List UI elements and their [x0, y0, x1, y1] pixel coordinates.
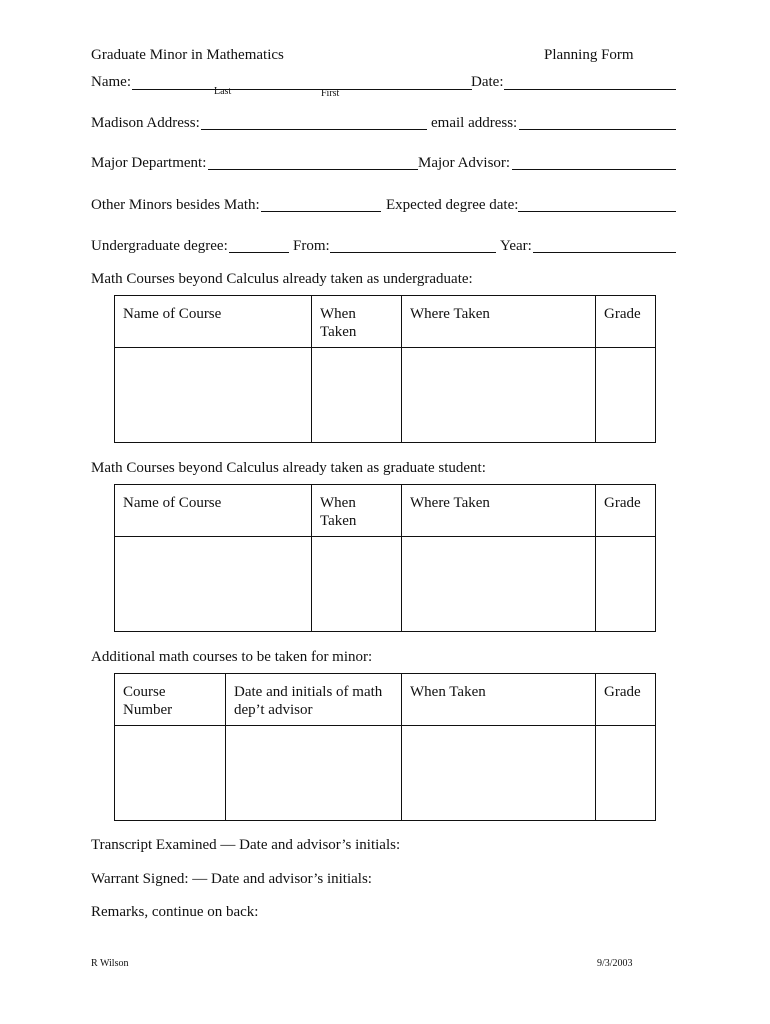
col-course-number: Course Number	[115, 674, 226, 726]
email-label: email address:	[431, 115, 518, 131]
additional-courses-table	[114, 673, 656, 821]
expected-degree-field[interactable]	[518, 211, 676, 212]
date-label: Date:	[471, 74, 504, 90]
cell-when-taken[interactable]	[312, 537, 402, 632]
footer-date: 9/3/2003	[597, 958, 633, 969]
other-minors-field[interactable]	[261, 211, 381, 212]
cell-grade[interactable]	[596, 348, 656, 443]
madison-address-label: Madison Address:	[91, 115, 200, 131]
first-caption: First	[321, 88, 340, 99]
last-caption: Last	[214, 86, 232, 97]
major-department-field[interactable]	[208, 169, 418, 170]
remarks: Remarks, continue on back:	[91, 904, 259, 920]
additional-heading: Additional math courses to be taken for minor:	[91, 649, 373, 665]
cell-grade[interactable]	[596, 537, 656, 632]
from-field[interactable]	[330, 252, 496, 253]
name-field[interactable]	[132, 89, 472, 90]
footer-author: R Wilson	[91, 958, 129, 969]
cell-date-initials[interactable]	[226, 726, 402, 821]
major-advisor-field[interactable]	[512, 169, 676, 170]
form-title: Graduate Minor in Mathematics	[91, 47, 284, 63]
col-when-taken: When Taken	[312, 296, 402, 348]
name-label: Name:	[91, 74, 131, 90]
cell-name-of-course[interactable]	[115, 537, 312, 632]
major-department-label: Major Department:	[91, 155, 207, 171]
cell-where-taken[interactable]	[402, 537, 596, 632]
transcript-examined: Transcript Examined — Date and advisor’s initials:	[91, 837, 401, 853]
cell-course-number[interactable]	[115, 726, 226, 821]
undergrad-heading: Math Courses beyond Calculus already taken as undergraduate:	[91, 271, 473, 287]
col-when-taken: When Taken	[312, 485, 402, 537]
other-minors-label: Other Minors besides Math:	[91, 197, 260, 213]
email-field[interactable]	[519, 129, 676, 130]
col-grade: Grade	[596, 485, 656, 537]
col-where-taken: Where Taken	[402, 485, 596, 537]
cell-where-taken[interactable]	[402, 348, 596, 443]
madison-address-field[interactable]	[201, 129, 427, 130]
col-name-of-course: Name of Course	[115, 296, 312, 348]
date-field[interactable]	[504, 89, 676, 90]
undergrad-degree-label: Undergraduate degree:	[91, 238, 228, 254]
col-date-initials: Date and initials of math dep’t advisor	[226, 674, 402, 726]
col-grade: Grade	[596, 296, 656, 348]
undergrad-courses-table	[114, 295, 656, 443]
from-label: From:	[293, 238, 330, 254]
major-advisor-label: Major Advisor:	[418, 155, 511, 171]
year-field[interactable]	[533, 252, 676, 253]
form-subtitle: Planning Form	[544, 47, 634, 63]
col-where-taken: Where Taken	[402, 296, 596, 348]
col-grade: Grade	[596, 674, 656, 726]
undergrad-degree-field[interactable]	[229, 252, 289, 253]
cell-when-taken[interactable]	[402, 726, 596, 821]
col-when-taken: When Taken	[402, 674, 596, 726]
year-label: Year:	[500, 238, 532, 254]
cell-when-taken[interactable]	[312, 348, 402, 443]
warrant-signed: Warrant Signed: — Date and advisor’s initials:	[91, 871, 372, 887]
grad-courses-table	[114, 484, 656, 632]
expected-degree-label: Expected degree date:	[386, 197, 519, 213]
col-name-of-course: Name of Course	[115, 485, 312, 537]
grad-heading: Math Courses beyond Calculus already taken as graduate student:	[91, 460, 486, 476]
cell-grade[interactable]	[596, 726, 656, 821]
cell-name-of-course[interactable]	[115, 348, 312, 443]
